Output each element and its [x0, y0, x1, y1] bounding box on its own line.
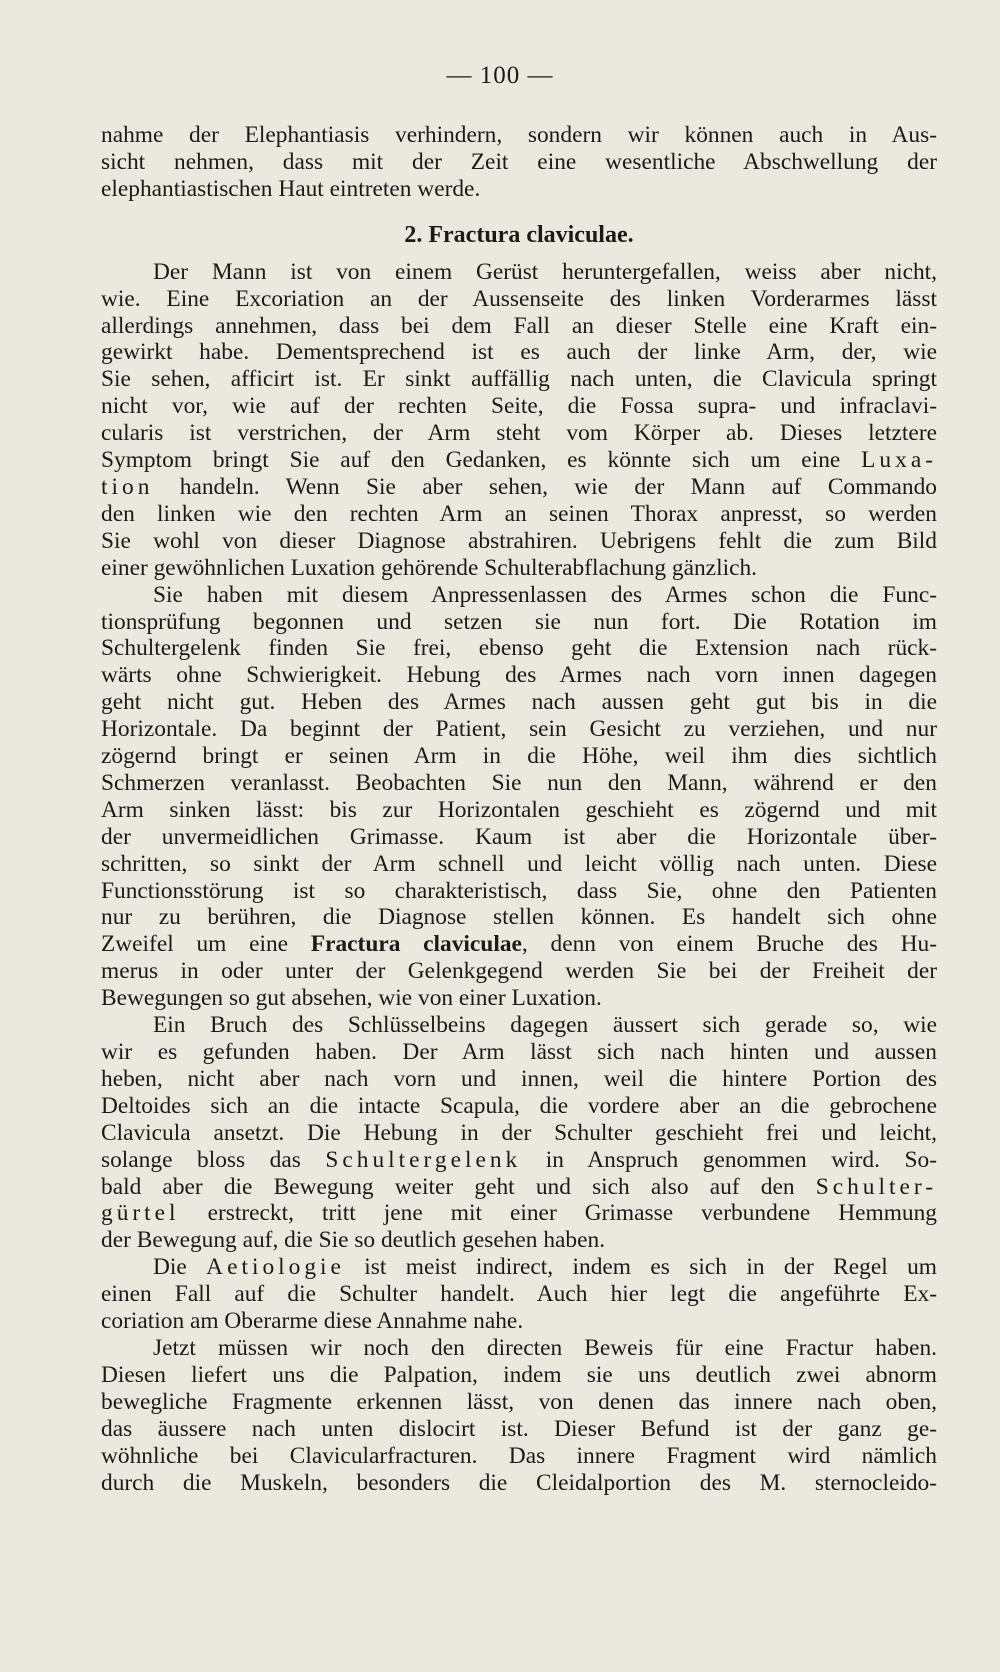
text-line: wärts ohne Schwierigkeit. Hebung des Armes nach vorn innen dagegen	[101, 662, 937, 689]
text-line: tionsprüfung begonnen und setzen sie nun fort. Die Rotation im	[101, 608, 937, 635]
text-line: den linken wie den rechten Arm an seinen Thorax anpresst, so werden	[101, 500, 937, 527]
text-line: nahme der Elephantiasis verhindern, sondern wir können auch in Aus-	[101, 122, 937, 148]
text-line: nicht vor, wie auf der rechten Seite, die Fossa supra- und infraclavi-	[101, 393, 937, 420]
spaced-text: Schultergelenk	[325, 1146, 522, 1173]
text-line: Arm sinken lässt: bis zur Horizontalen geschieht es zögernd und mit	[101, 796, 937, 823]
text-fragment: Zweifel um eine	[101, 931, 311, 958]
text-fragment: handeln. Wenn Sie aber sehen, wie der Mann auf Commando	[153, 473, 937, 500]
text-line	[101, 447, 937, 474]
emphasis-text: Fractura claviculae	[310, 931, 522, 958]
paragraph-4	[101, 1254, 937, 1335]
text-line	[101, 1254, 937, 1281]
text-line: zögernd bringt er seinen Arm in die Höhe, weil ihm dies sichtlich	[101, 743, 937, 770]
text-line: nur zu berühren, die Diagnose stellen können. Es handelt sich ohne	[101, 904, 937, 931]
text-line: schritten, so sinkt der Arm schnell und leicht völlig nach unten. Diese	[101, 850, 937, 877]
text-line: elephantiastischen Haut eintreten werde.	[101, 175, 481, 202]
text-line: einer gewöhnlichen Luxation gehörende Schulterabflachung gänzlich.	[101, 554, 757, 581]
text-line	[101, 1200, 937, 1227]
text-line: merus in oder unter der Gelenkgegend werden Sie bei der Freiheit der	[101, 958, 937, 985]
text-fragment: solange bloss das	[101, 1146, 326, 1173]
text-fragment: , denn von einem Bruche des Hu-	[521, 931, 937, 958]
paragraph-3	[101, 1012, 937, 1254]
text-line: Jetzt müssen wir noch den directen Beweis für eine Fractur haben.	[153, 1334, 937, 1361]
text-line: Bewegungen so gut absehen, wie von einer Luxation.	[101, 985, 602, 1012]
text-line: wie. Eine Excoriation an der Aussenseite des linken Vorderarmes lässt	[101, 285, 937, 312]
spaced-text: Schulter-	[815, 1173, 937, 1200]
text-line: bewegliche Fragmente erkennen lässt, von denen das innere nach oben,	[101, 1388, 937, 1415]
text-line: Sie wohl von dieser Diagnose abstrahiren. Uebrigens fehlt die zum Bild	[101, 527, 937, 554]
page-number: — 100 —	[446, 62, 554, 89]
text-line	[101, 1174, 937, 1201]
text-fragment: in Anspruch genommen wird. So-	[521, 1146, 937, 1173]
text-line: das äussere nach unten dislocirt ist. Dieser Befund ist der ganz ge-	[101, 1415, 937, 1442]
intro-paragraph	[101, 122, 937, 203]
spaced-text: tion	[101, 473, 154, 500]
spaced-text: Aetiologie	[206, 1254, 345, 1281]
text-line: coriation am Oberarme diese Annahme nahe.	[101, 1308, 524, 1335]
text-line: durch die Muskeln, besonders die Cleidalportion des M. sternocleido-	[101, 1469, 937, 1496]
text-line: cularis ist verstrichen, der Arm steht vom Körper ab. Dieses letztere	[101, 420, 937, 447]
text-line: der Bewegung auf, die Sie so deutlich gesehen haben.	[101, 1227, 606, 1254]
text-line	[101, 474, 937, 501]
text-fragment: erstreckt, tritt jene mit einer Grimasse verbundene Hemmung	[179, 1200, 937, 1227]
text-fragment: Symptom bringt Sie auf den Gedanken, es könnte sich um eine	[101, 447, 841, 474]
text-fragment: ist meist indirect, indem es sich in der Regel um	[344, 1254, 937, 1281]
text-fragment: bald aber die Bewegung weiter geht und sich also auf den	[101, 1173, 816, 1200]
text-line	[101, 1147, 937, 1174]
text-line: allerdings annehmen, dass bei dem Fall an dieser Stelle eine Kraft ein-	[101, 312, 937, 339]
text-line: Deltoides sich an die intacte Scapula, die vordere aber an die gebrochene	[101, 1092, 937, 1119]
paragraph-1	[101, 259, 937, 582]
spaced-text: gürtel	[101, 1200, 180, 1227]
text-line: Diesen liefert uns die Palpation, indem sie uns deutlich zwei abnorm	[101, 1361, 937, 1388]
paragraph-2	[101, 582, 937, 1013]
text-line: Clavicula ansetzt. Die Hebung in der Schulter geschieht frei und leicht,	[101, 1119, 937, 1146]
body-text	[101, 122, 937, 1496]
text-line: geht nicht gut. Heben des Armes nach aussen geht gut bis in die	[101, 689, 937, 716]
text-line: Sie haben mit diesem Anpressenlassen des Armes schon die Func-	[153, 581, 937, 608]
text-line: der unvermeidlichen Grimasse. Kaum ist aber die Horizontale über-	[101, 823, 937, 850]
text-line: wöhnliche bei Clavicularfracturen. Das innere Fragment wird nämlich	[101, 1442, 937, 1469]
spaced-text: Luxa-	[861, 447, 937, 474]
text-line	[101, 931, 937, 958]
paragraph-5	[101, 1335, 937, 1496]
text-line: Schultergelenk finden Sie frei, ebenso geht die Extension nach rück-	[101, 635, 937, 662]
text-line: Schmerzen veranlasst. Beobachten Sie nun den Mann, während er den	[101, 769, 937, 796]
text-line: gewirkt habe. Dementsprechend ist es auch der linke Arm, der, wie	[101, 339, 937, 366]
text-line: Ein Bruch des Schlüsselbeins dagegen äussert sich gerade so, wie	[153, 1012, 937, 1039]
text-line: einen Fall auf die Schulter handelt. Auch hier legt die angeführte Ex-	[101, 1281, 937, 1308]
text-line: Horizontale. Da beginnt der Patient, sein Gesicht zu verziehen, und nur	[101, 716, 937, 743]
text-line: sicht nehmen, dass mit der Zeit eine wesentliche Abschwellung der	[101, 148, 937, 175]
section-heading: 2. Fractura claviculae.	[404, 221, 634, 248]
text-line: Der Mann ist von einem Gerüst heruntergefallen, weiss aber nicht,	[153, 258, 937, 285]
text-fragment: Die	[153, 1254, 207, 1281]
text-line: wir es gefunden haben. Der Arm lässt sich nach hinten und aussen	[101, 1039, 937, 1065]
text-line: Functionsstörung ist so charakteristisch, dass Sie, ohne den Patienten	[101, 877, 937, 904]
text-line: Sie sehen, afficirt ist. Er sinkt auffällig nach unten, die Clavicula springt	[101, 366, 937, 393]
text-line: heben, nicht aber nach vorn und innen, weil die hintere Portion des	[101, 1065, 937, 1092]
